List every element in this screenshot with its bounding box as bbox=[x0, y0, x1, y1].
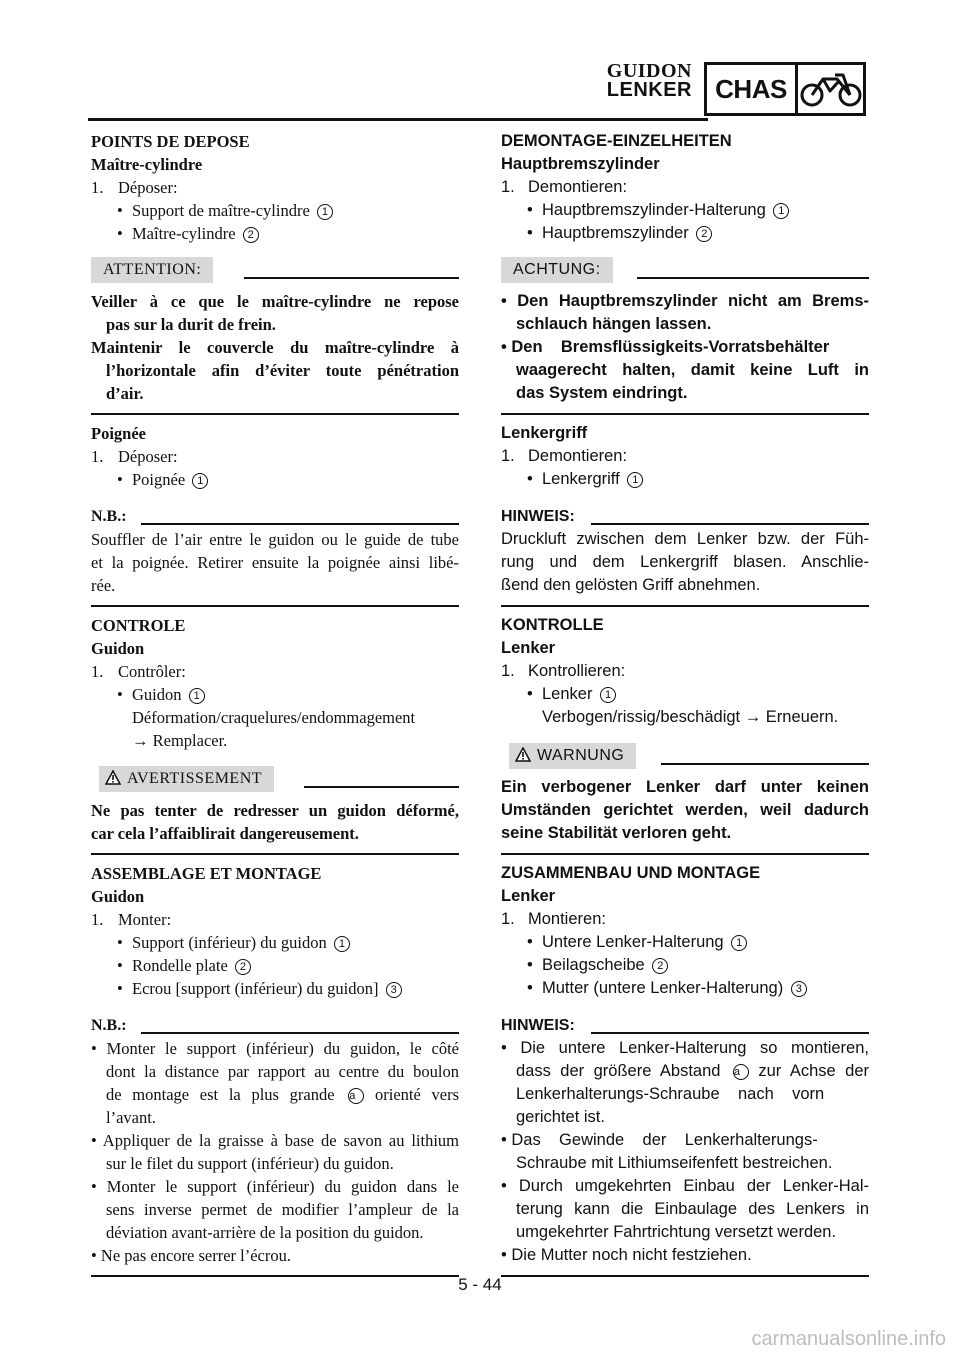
attention-badge: ATTENTION: bbox=[91, 257, 213, 283]
note-header: HINWEIS: bbox=[501, 505, 869, 528]
attention-box-header bbox=[91, 254, 459, 290]
section-title bbox=[607, 62, 692, 100]
callout-marker: 1 bbox=[627, 472, 643, 488]
header-rule bbox=[88, 118, 708, 121]
heading: CONTROLE bbox=[91, 616, 186, 635]
list-item: • Support (inférieur) du guidon 1 bbox=[91, 931, 459, 954]
motorcycle-icon bbox=[798, 65, 863, 113]
attention-content: • Den Hauptbremszylinder nicht am Brems- schlauch hängen lassen. • Den Bremsflüssigkeits-Vorratsbehälter waagerecht halten, damit keine Luft in das System eindringt. bbox=[501, 292, 869, 402]
step: 1. Déposer: bbox=[91, 178, 178, 197]
note-content: • Die untere Lenker-Halterung so montieren, dass der größere Abstand a zur Achse der Lenkerhalterungs-Schraube nach vorn gerichtet ist. • Das Gewinde der Lenkerhalterungs- Schraube mit Lithiumseifenfett bestreichen. • Durch umgekehrten Einbau der Lenker-Hal- terung kann die Einbaulage des Lenkers in umgekehrter Fahrtrichtung versetzt werden. • Die Mutter noch nicht festziehen. bbox=[501, 1039, 869, 1264]
list-item: • Mutter (untere Lenker-Halterung) 3 bbox=[501, 977, 869, 1000]
step: 1. Kontrollieren: bbox=[501, 662, 626, 680]
callout-marker: 2 bbox=[652, 958, 668, 974]
attention-badge: ACHTUNG: bbox=[501, 257, 613, 283]
attention-box-header bbox=[501, 254, 869, 290]
list-detail: Déformation/craquelures/endommagement bbox=[132, 708, 416, 727]
step: 1. Demontieren: bbox=[501, 178, 628, 196]
note-content: Druckluft zwischen dem Lenker bzw. der Füh- rung und dem Lenkergriff blasen. Anschlie- ßend den gelösten Griff abnehmen. bbox=[501, 530, 869, 594]
callout-marker: 1 bbox=[334, 936, 350, 952]
subheading: Guidon bbox=[91, 639, 145, 658]
list-item: • Lenker 1 bbox=[501, 683, 869, 706]
note-header: HINWEIS: bbox=[501, 1014, 869, 1037]
subheading: Poignée bbox=[91, 424, 146, 443]
heading: ASSEMBLAGE ET MONTAGE bbox=[91, 864, 322, 883]
warning-icon bbox=[105, 770, 121, 785]
list-item: • Hauptbremszylinder 2 bbox=[501, 222, 869, 245]
note-header: N.B.: bbox=[91, 1014, 459, 1037]
list-item: • Guidon 1 bbox=[91, 683, 459, 706]
heading: KONTROLLE bbox=[501, 616, 604, 634]
callout-marker: a bbox=[348, 1088, 364, 1104]
column-german bbox=[501, 130, 869, 1277]
watermark: carmanualsonline.info bbox=[751, 1328, 946, 1350]
subheading: Lenker bbox=[501, 887, 556, 905]
attention-content: Veiller à ce que le maître-cylindre ne repose pas sur la durit de frein. Maintenir le couvercle du maître-cylindre à l’horizontale afin d’éviter toute pénétration d’air. bbox=[91, 292, 459, 403]
warning-badge: WARNUNG bbox=[509, 743, 636, 769]
callout-marker: 2 bbox=[243, 227, 259, 243]
callout-marker: 1 bbox=[773, 203, 789, 219]
warning-badge: AVERTISSEMENT bbox=[99, 766, 274, 792]
list-item: • Poignée 1 bbox=[91, 468, 459, 491]
callout-marker: 1 bbox=[189, 688, 205, 704]
callout-marker: 1 bbox=[192, 473, 208, 489]
list-item: • Lenkergriff 1 bbox=[501, 468, 869, 491]
page-number: 5 - 44 bbox=[458, 1275, 502, 1294]
callout-marker: 3 bbox=[791, 981, 807, 997]
subheading: Maître-cylindre bbox=[91, 155, 203, 174]
list-item: • Ecrou [support (inférieur) du guidon] 3 bbox=[91, 977, 459, 1000]
callout-marker: 1 bbox=[317, 204, 333, 220]
step: 1. Contrôler: bbox=[91, 662, 186, 681]
callout-marker: 3 bbox=[386, 982, 402, 998]
list-item: • Support de maître-cylindre 1 bbox=[91, 199, 459, 222]
callout-marker: 2 bbox=[696, 226, 712, 242]
note-content: Souffler de l’air entre le guidon ou le guide de tube et la poignée. Retirer ensuite la poignée ainsi libé- rée. bbox=[91, 530, 459, 595]
subheading: Lenker bbox=[501, 639, 556, 657]
note-header: N.B.: bbox=[91, 505, 459, 528]
callout-marker: 1 bbox=[731, 935, 747, 951]
subheading: Guidon bbox=[91, 887, 145, 906]
step: 1. Montieren: bbox=[501, 910, 606, 928]
section-title-fr: GUIDON bbox=[606, 60, 692, 82]
chapter-tab bbox=[704, 62, 866, 116]
callout-marker: 2 bbox=[235, 959, 251, 975]
warning-box-header bbox=[91, 763, 459, 799]
list-item: • Beilagscheibe 2 bbox=[501, 954, 869, 977]
warning-icon bbox=[515, 747, 531, 762]
heading: ZUSAMMENBAU UND MONTAGE bbox=[501, 864, 761, 882]
warning-content: Ein verbogener Lenker darf unter keinen Umständen gerichtet werden, weil dadurch seine Stabilität verloren geht. bbox=[501, 778, 869, 842]
callout-marker: a bbox=[733, 1064, 749, 1080]
warning-content: Ne pas tenter de redresser un guidon déformé, car cela l’affaiblirait dangereusement. bbox=[91, 801, 459, 843]
section-title-de: LENKER bbox=[606, 79, 692, 101]
list-item: • Maître-cylindre 2 bbox=[91, 222, 459, 245]
list-detail: → Remplacer. bbox=[132, 731, 228, 750]
callout-marker: 1 bbox=[600, 687, 616, 703]
heading: POINTS DE DEPOSE bbox=[91, 132, 250, 151]
step: 1. Déposer: bbox=[91, 447, 178, 466]
list-item: • Hauptbremszylinder-Halterung 1 bbox=[501, 199, 869, 222]
subheading: Hauptbremszylinder bbox=[501, 155, 660, 173]
column-french bbox=[91, 130, 459, 1277]
step: 1. Demontieren: bbox=[501, 447, 628, 465]
list-item: • Untere Lenker-Halterung 1 bbox=[501, 931, 869, 954]
heading: DEMONTAGE-EINZELHEITEN bbox=[501, 132, 732, 150]
step: 1. Monter: bbox=[91, 910, 172, 929]
list-detail: Verbogen/rissig/beschädigt → Erneuern. bbox=[542, 708, 839, 726]
warning-box-header bbox=[501, 740, 869, 776]
subheading: Lenkergriff bbox=[501, 424, 588, 442]
note-content: • Monter le support (inférieur) du guidon, le côté dont la distance par rapport au centre du boulon de montage est la plus grande a orienté vers l’avant. • Appliquer de la graisse à base de savon au lithium sur le filet du support (inférieur) du guidon. • Monter le support (inférieur) du guidon dans le sens inverse permet de modifier l’ampleur de la déviation avant-arrière de la position du guidon. • Ne pas encore serrer l’écrou. bbox=[91, 1039, 460, 1265]
chapter-label: CHAS bbox=[707, 65, 798, 113]
list-item: • Rondelle plate 2 bbox=[91, 954, 459, 977]
